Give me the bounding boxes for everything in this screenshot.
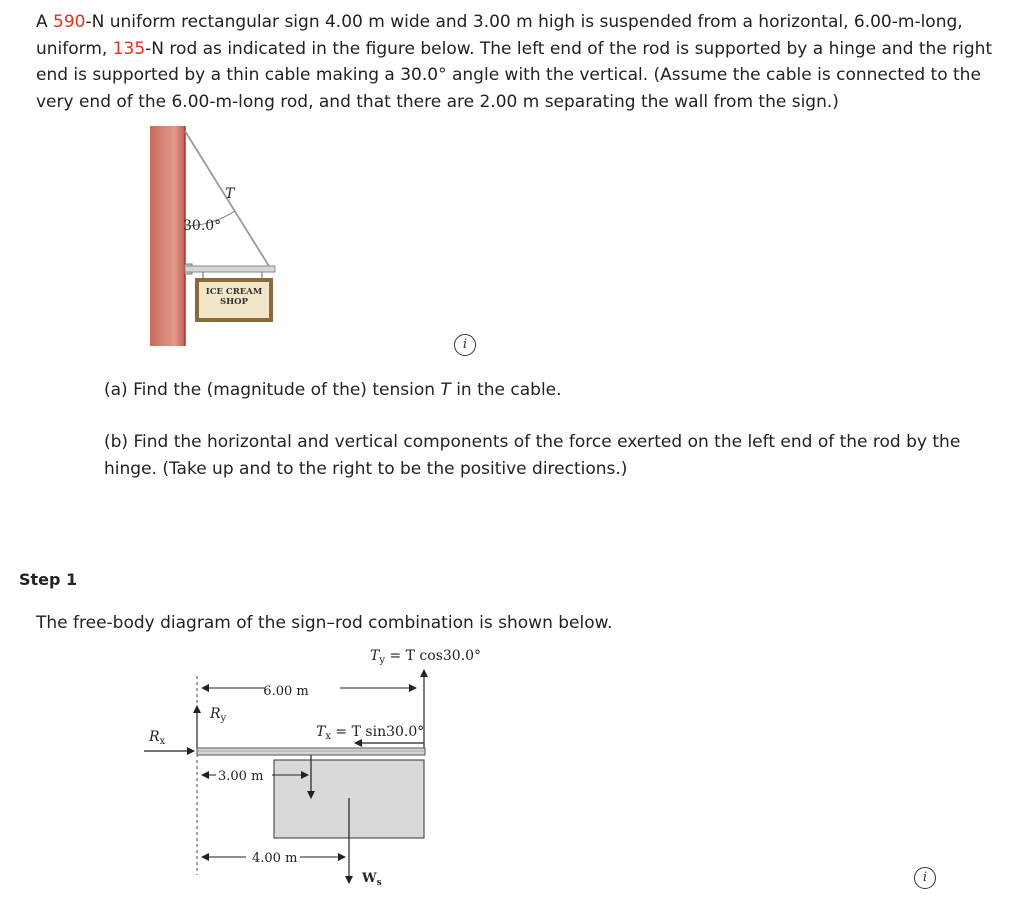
question-a-suffix: in the cable. [450, 380, 562, 400]
problem-statement [36, 9, 996, 115]
angle-label: 30.0° [183, 218, 222, 234]
question-a-var: T [440, 380, 451, 400]
ws-label: $W_s$ [362, 871, 382, 888]
sign-text-line2: SHOP [220, 297, 248, 307]
ty-label: $T_y = T$ cos30.0° [370, 648, 482, 666]
problem-text-1: A [36, 12, 54, 32]
problem-text-2: -N uniform rectangular sign 4.00 m wide and 3.00 m high is suspended from a horizontal, 6.00-m-long, uniform, [36, 12, 963, 59]
sign-weight-value: 590 [53, 12, 86, 32]
question-a-text: (a) Find the (magnitude of the) tension [104, 380, 441, 400]
question-a [104, 377, 984, 404]
wall [150, 126, 185, 346]
info-icon[interactable]: i [454, 334, 476, 356]
sign-distance-label: 4.00 m [252, 851, 298, 866]
tx-label: $T_x = T$ sin30.0° [316, 724, 425, 742]
rod-length-label: 6.00 m [263, 684, 309, 699]
ry-label: $R_y$ [210, 706, 227, 724]
rod-weight-value: 135 [112, 38, 146, 59]
tension-label: T [225, 186, 235, 202]
question-b: (b) Find the horizontal and vertical components of the force exerted on the left end of the rod by the hinge. (Take up and to the right to be the positive directions.) [104, 432, 961, 479]
problem-text-3: -N rod as indicated in the figure below. The left end of the rod is supported by a hinge and the right end is supported by a thin cable making a 30.0° angle with the vertical. (Assume the cable is connected to the very end of the 6.00-m-long rod, and that there are 2.00 m separating the wall from the sign.) [36, 38, 993, 112]
step-text: The free-body diagram of the sign–rod combination is shown below. [36, 613, 613, 633]
free-body-diagram [130, 640, 482, 895]
info-icon-step[interactable]: i [914, 867, 936, 889]
fbd-rod [197, 748, 425, 755]
rod [185, 266, 275, 272]
sign-text-line1: ICE CREAM [205, 287, 263, 297]
half-sign-distance-label: 3.00 m [218, 769, 264, 784]
step-title: Step 1 [19, 570, 78, 589]
sign-figure [140, 126, 290, 346]
rx-label: $R_x$ [149, 729, 166, 747]
